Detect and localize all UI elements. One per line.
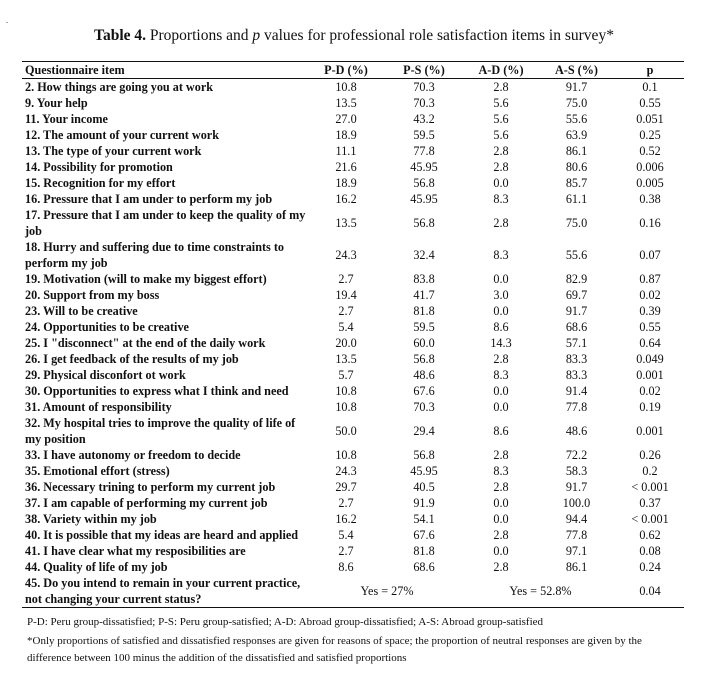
table-row: [22, 127, 684, 143]
table-row: [22, 463, 684, 479]
value-as: 61.1: [565, 192, 588, 206]
questionnaire-item: 40. It is possible that my ideas are heard and applied: [25, 528, 299, 542]
value-p: 0.02: [639, 288, 661, 302]
peru-yes-value: Yes = 27%: [309, 575, 465, 608]
value-ad: 0.0: [493, 400, 509, 414]
value-pd: 16.2: [335, 512, 357, 526]
value-ps: 45.95: [410, 464, 438, 478]
table-row: [22, 399, 684, 415]
table-row: [22, 559, 684, 575]
questionnaire-item: 33. I have autonomy or freedom to decide: [25, 448, 241, 462]
value-pd: 13.5: [335, 216, 357, 230]
column-header-ps: P-S (%): [383, 62, 465, 79]
value-as: 57.1: [565, 336, 588, 350]
value-ad: 2.8: [493, 160, 509, 174]
value-ps: 45.95: [410, 192, 438, 206]
value-p: 0.62: [639, 528, 661, 542]
value-pd: 2.7: [338, 304, 354, 318]
value-ad: 8.3: [493, 192, 509, 206]
value-p: 0.049: [636, 352, 664, 366]
value-ps: 81.8: [413, 544, 435, 558]
value-ps: 70.3: [413, 400, 435, 414]
title-text-2: values for professional role satisfaction items in survey*: [260, 27, 614, 44]
value-p: 0.19: [639, 400, 661, 414]
table-row: [22, 207, 684, 239]
value-as: 68.6: [565, 320, 588, 334]
value-as: 91.7: [565, 80, 588, 94]
value-pd: 27.0: [335, 112, 357, 126]
value-as: 63.9: [565, 128, 588, 142]
corner-mark: .: [6, 16, 8, 25]
questionnaire-item: 44. Quality of life of my job: [25, 560, 168, 574]
value-ps: 91.9: [413, 496, 435, 510]
table-row: [22, 511, 684, 527]
value-pd: 10.8: [335, 400, 357, 414]
questionnaire-item: 18. Hurry and suffering due to time constraints to perform my job: [25, 240, 284, 270]
table-row: [22, 367, 684, 383]
value-ad: 8.3: [493, 464, 509, 478]
questionnaire-item: 41. I have clear what my resposibilities are: [25, 544, 246, 558]
value-ps: 56.8: [413, 216, 435, 230]
value-as: 77.8: [565, 528, 588, 542]
value-ps: 40.5: [413, 480, 435, 494]
value-pd: 24.3: [335, 464, 357, 478]
table-row: [22, 543, 684, 559]
value-p: 0.55: [639, 320, 661, 334]
value-pd: 13.5: [335, 352, 357, 366]
value-p: 0.16: [639, 216, 661, 230]
value-ad: 8.3: [493, 368, 509, 382]
value-as: 94.4: [565, 512, 588, 526]
value-ad: 0.0: [493, 544, 509, 558]
title-text-1: Proportions and: [146, 27, 253, 44]
abroad-yes-value: Yes = 52.8%: [465, 575, 616, 608]
value-ad: 0.0: [493, 512, 509, 526]
value-ps: 70.3: [413, 96, 435, 110]
value-as: 75.0: [565, 96, 588, 110]
value-ad: 2.8: [493, 80, 509, 94]
questionnaire-item: 31. Amount of responsibility: [25, 400, 172, 414]
value-p: 0.1: [642, 80, 658, 94]
table-row: [22, 495, 684, 511]
value-pd: 13.5: [335, 96, 357, 110]
value-p: 0.55: [639, 96, 661, 110]
value-ps: 32.4: [413, 248, 435, 262]
value-ps: 60.0: [413, 336, 435, 350]
value-p: 0.051: [636, 112, 664, 126]
value-pd: 19.4: [335, 288, 357, 302]
questionnaire-item: 15. Recognition for my effort: [25, 176, 176, 190]
questionnaire-item: 11. Your income: [25, 112, 108, 126]
value-p: < 0.001: [631, 480, 669, 494]
table-row: [22, 479, 684, 495]
value-ad: 5.6: [493, 128, 509, 142]
value-ps: 67.6: [413, 528, 435, 542]
value-pd: 2.7: [338, 496, 354, 510]
value-ps: 56.8: [413, 448, 435, 462]
questionnaire-item: 36. Necessary trining to perform my current job: [25, 480, 276, 494]
value-pd: 2.7: [338, 544, 354, 558]
satisfaction-table: [22, 61, 684, 608]
header-row: [22, 62, 684, 79]
value-as: 97.1: [565, 544, 588, 558]
value-p: 0.24: [639, 560, 661, 574]
table-row: [22, 287, 684, 303]
value-as: 86.1: [565, 560, 588, 574]
questionnaire-item: 16. Pressure that I am under to perform my job: [25, 192, 273, 206]
value-as: 82.9: [565, 272, 588, 286]
value-pd: 24.3: [335, 248, 357, 262]
table-title: [0, 27, 708, 45]
value-pd: 10.8: [335, 80, 357, 94]
value-p: 0.07: [639, 248, 661, 262]
questionnaire-item: 26. I get feedback of the results of my job: [25, 352, 239, 366]
table-row: [22, 111, 684, 127]
questionnaire-item: 19. Motivation (will to make my biggest effort): [25, 272, 267, 286]
questionnaire-item: 17. Pressure that I am under to keep the quality of my job: [25, 208, 306, 238]
value-p: 0.37: [639, 496, 661, 510]
value-pd: 5.7: [338, 368, 354, 382]
value-pd: 16.2: [335, 192, 357, 206]
value-ad: 5.6: [493, 112, 509, 126]
questionnaire-item: 2. How things are going you at work: [25, 80, 214, 94]
value-as: 72.2: [565, 448, 588, 462]
value-as: 83.3: [565, 352, 588, 366]
value-ad: 8.6: [493, 320, 509, 334]
questionnaire-item: 32. My hospital tries to improve the quality of life of my position: [25, 416, 296, 446]
value-p: 0.38: [639, 192, 661, 206]
table-row: [22, 175, 684, 191]
value-pd: 10.8: [335, 448, 357, 462]
value-ad: 0.0: [493, 496, 509, 510]
column-header-as: A-S (%): [537, 62, 616, 79]
value-ps: 67.6: [413, 384, 435, 398]
value-pd: 2.7: [338, 272, 354, 286]
questionnaire-item: 29. Physical disconfort ot work: [25, 368, 186, 382]
p-symbol: p: [252, 27, 261, 44]
value-ad: 2.8: [493, 528, 509, 542]
value-ps: 29.4: [413, 424, 435, 438]
column-header-pd: P-D (%): [309, 62, 383, 79]
value-p: 0.005: [636, 176, 664, 190]
table-row: [22, 351, 684, 367]
table-row: [22, 303, 684, 319]
value-p: 0.006: [636, 160, 664, 174]
table-row: [22, 239, 684, 271]
value-ad: 0.0: [493, 304, 509, 318]
value-p: 0.001: [636, 424, 664, 438]
value-ad: 8.3: [493, 248, 509, 262]
value-as: 55.6: [565, 248, 588, 262]
abbreviations-footnote: P-D: Peru group-dissatisfied; P-S: Peru group-satisfied; A-D: Abroad group-dissatisfied; A-S: Abroad group-satisfied: [27, 616, 544, 628]
value-ad: 0.0: [493, 176, 509, 190]
table-row: [22, 415, 684, 447]
value-ad: 14.3: [490, 336, 512, 350]
value-ps: 81.8: [413, 304, 435, 318]
value-ps: 48.6: [413, 368, 435, 382]
value-ad: 2.8: [493, 560, 509, 574]
column-header-item: Questionnaire item: [22, 62, 309, 79]
value-ad: 5.6: [493, 96, 509, 110]
value-pd: 18.9: [335, 176, 357, 190]
value-ad: 3.0: [493, 288, 509, 302]
value-ad: 0.0: [493, 384, 509, 398]
value-p: 0.2: [642, 464, 658, 478]
value-ad: 2.8: [493, 480, 509, 494]
value-ad: 2.8: [493, 448, 509, 462]
value-pd: 5.4: [338, 528, 354, 542]
value-pd: 5.4: [338, 320, 354, 334]
value-as: 75.0: [565, 216, 588, 230]
value-as: 100.0: [562, 496, 591, 510]
value-ad: 2.8: [493, 144, 509, 158]
table-body: [22, 79, 684, 608]
table-row: [22, 319, 684, 335]
value-ps: 59.5: [413, 320, 435, 334]
questionnaire-item: 12. The amount of your current work: [25, 128, 219, 142]
questionnaire-item: 45. Do you intend to remain in your current practice, not changing your current status?: [22, 575, 309, 608]
table-row: [22, 447, 684, 463]
value-pd: 10.8: [335, 384, 357, 398]
questionnaire-item: 13. The type of your current work: [25, 144, 202, 158]
table-row: [22, 191, 684, 207]
value-as: 83.3: [565, 368, 588, 382]
value-pd: 8.6: [338, 560, 354, 574]
value-pd: 21.6: [335, 160, 357, 174]
value-ps: 70.3: [413, 80, 435, 94]
value-ps: 56.8: [413, 176, 435, 190]
value-p: 0.87: [639, 272, 661, 286]
value-ps: 43.2: [413, 112, 435, 126]
table-row: [22, 159, 684, 175]
questionnaire-item: 25. I "disconnect" at the end of the daily work: [25, 336, 266, 350]
value-pd: 11.1: [335, 144, 357, 158]
value-pd: 29.7: [335, 480, 357, 494]
value-ps: 68.6: [413, 560, 435, 574]
value-as: 48.6: [565, 424, 588, 438]
value-as: 80.6: [565, 160, 588, 174]
value-ps: 56.8: [413, 352, 435, 366]
value-p: 0.04: [616, 575, 684, 608]
value-p: < 0.001: [631, 512, 669, 526]
value-ps: 54.1: [413, 512, 435, 526]
value-ad: 2.8: [493, 352, 509, 366]
value-as: 91.7: [565, 304, 588, 318]
value-as: 86.1: [565, 144, 588, 158]
value-p: 0.64: [639, 336, 661, 350]
questionnaire-item: 20. Support from my boss: [25, 288, 160, 302]
value-p: 0.25: [639, 128, 661, 142]
value-pd: 20.0: [335, 336, 357, 350]
questionnaire-item: 30. Opportunities to express what I think and need: [25, 384, 289, 398]
value-as: 58.3: [565, 464, 588, 478]
questionnaire-item: 23. Will to be creative: [25, 304, 138, 318]
value-as: 55.6: [565, 112, 588, 126]
table-label: Table 4.: [94, 27, 147, 44]
value-ps: 77.8: [413, 144, 435, 158]
value-ps: 41.7: [413, 288, 435, 302]
value-ad: 2.8: [493, 216, 509, 230]
questionnaire-item: 35. Emotional effort (stress): [25, 464, 170, 478]
questionnaire-item: 37. I am capable of performing my current job: [25, 496, 268, 510]
value-ps: 83.8: [413, 272, 435, 286]
questionnaire-item: 14. Possibility for promotion: [25, 160, 173, 174]
value-p: 0.08: [639, 544, 661, 558]
value-p: 0.001: [636, 368, 664, 382]
value-p: 0.39: [639, 304, 661, 318]
table-row: [22, 527, 684, 543]
value-ad: 8.6: [493, 424, 509, 438]
value-ps: 59.5: [413, 128, 435, 142]
table-row: [22, 383, 684, 399]
column-header-ad: A-D (%): [465, 62, 537, 79]
value-pd: 50.0: [335, 424, 357, 438]
table-row: [22, 95, 684, 111]
questionnaire-item: 38. Variety within my job: [25, 512, 157, 526]
table-row-last: [22, 575, 684, 608]
value-ad: 0.0: [493, 272, 509, 286]
value-ps: 45.95: [410, 160, 438, 174]
neutral-responses-footnote: *Only proportions of satisfied and dissatisfied responses are given for reasons of space; the proportion of neutral responses are given by the difference between 100 minus the addition of the dissatisfied and satisfied proportions: [27, 635, 642, 664]
questionnaire-item: 24. Opportunities to be creative: [25, 320, 189, 334]
value-pd: 18.9: [335, 128, 357, 142]
value-as: 77.8: [565, 400, 588, 414]
table-row: [22, 335, 684, 351]
value-as: 69.7: [565, 288, 588, 302]
value-as: 91.7: [565, 480, 588, 494]
value-p: 0.52: [639, 144, 661, 158]
table-row: [22, 79, 684, 96]
value-p: 0.02: [639, 384, 661, 398]
column-header-p: p: [616, 62, 684, 79]
value-as: 91.4: [565, 384, 588, 398]
table-row: [22, 271, 684, 287]
value-p: 0.26: [639, 448, 661, 462]
value-as: 85.7: [565, 176, 588, 190]
table-row: [22, 143, 684, 159]
questionnaire-item: 9. Your help: [25, 96, 88, 110]
